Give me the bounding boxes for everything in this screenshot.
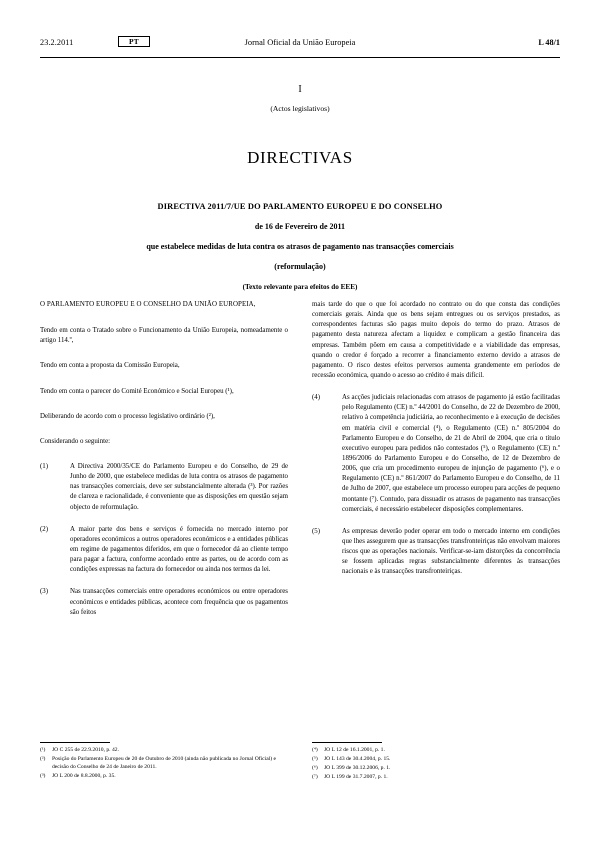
directive-title-block	[60, 202, 540, 291]
masthead-date: 23.2.2011	[40, 38, 74, 47]
footnote-marker: (⁷)	[312, 773, 318, 780]
recital-procedure: Deliberando de acordo com o processo legislativo ordinário (²),	[40, 412, 215, 420]
document-type-heading: DIRECTIVAS	[247, 148, 353, 167]
footnote-text: JO L 199 de 31.7.2007, p. 1.	[324, 773, 388, 780]
body-columns	[40, 300, 560, 740]
directive-eea-note: (Texto relevante para efeitos do EEE)	[242, 283, 358, 291]
recital-text: A maior parte dos bens e serviços é fornecida no mercado interno por operadores económicos a outros operadores económicos e a entidades públicas em regime de pagamentos diferidos, em que o fornecedor dá ao cliente tempo para pagar a factura, conforme acordado entre as partes, ou de acordo com as condições expressas na factura do fornecedor ou ainda nos termos da lei.	[70, 525, 288, 574]
part-numeral: I	[298, 84, 302, 95]
journal-title: Jornal Oficial da União Europeia	[244, 38, 356, 47]
recital-marker: (5)	[312, 527, 321, 535]
left-column	[40, 300, 288, 630]
language-code-box: PT	[118, 36, 150, 47]
institutions-line: O PARLAMENTO EUROPEU E O CONSELHO DA UNIÃO EUROPEIA,	[40, 301, 256, 308]
footnote	[312, 746, 560, 755]
recital-text: As empresas deverão poder operar em todo o mercado interno em condições que lhes assegurem que as transacções transfronteiriças não envolvam maiores riscos que as operações nacionais. Verificar-se-iam distorções da concorrência se fossem aplicadas regras substancialmente diferentes às transacções nacionais e às transacções transfronteiriças.	[342, 527, 560, 576]
footnote-text: JO L 200 de 8.8.2000, p. 35.	[52, 773, 116, 779]
recital-item	[312, 393, 560, 515]
directive-subject: que estabelece medidas de luta contra os atrasos de pagamento nas transacções comerciais	[146, 242, 454, 251]
left-footnotes	[40, 742, 288, 781]
recital-proposal: Tendo em conta a proposta da Comissão Europeia,	[40, 362, 180, 370]
footnote	[312, 755, 560, 764]
footnote-rule	[40, 742, 110, 743]
whereas-line: Considerando o seguinte:	[40, 437, 111, 445]
recital-text: As acções judiciais relacionadas com atrasos de pagamento já estão facilitadas pelo Regulamento (CE) n.º 44/2001 do Conselho, de 22 de Dezembro de 2000, relativo à competência judiciária, ao reconhecimento e à execução de decisões em matéria civil e comercial (⁴), o Regulamento (CE) n.º 805/2004 do Parlamento Europeu e do Conselho, de 21 de Abril de 2004, que cria o título executivo europeu para pedidos não contestados (⁵), o Regulamento (CE) n.º 1896/2006 do Parlamento Europeu e do Conselho, de 12 de Dezembro de 2006, que cria um procedimento europeu de injunção de pagamento (⁶), e o Regulamento (CE) n.º 861/2007 do Parlamento Europeu e do Conselho, de 11 de Julho de 2007, que estabelece um processo europeu para acções de pequeno montante (⁷). Contudo, para dissuadir os atrasos de pagamento nas transacções comerciais, é necessário estabelecer disposições complementares.	[342, 394, 560, 513]
footnote-text: JO L 399 de 30.12.2006, p. 1.	[324, 764, 391, 771]
masthead	[40, 38, 560, 54]
recital-item	[40, 525, 288, 576]
right-column	[312, 300, 560, 590]
footnote	[40, 772, 288, 781]
footnote-text: JO L 143 de 30.4.2004, p. 15.	[324, 755, 391, 762]
recital-treaty: Tendo em conta o Tratado sobre o Funcionamento da União Europeia, nomeadamente o artigo 114.º,	[40, 327, 288, 345]
footnote-text: JO C 255 de 22.9.2010, p. 42.	[52, 746, 119, 753]
footnote-marker: (²)	[40, 755, 46, 762]
recital-marker: (2)	[40, 525, 49, 533]
masthead-rule	[40, 57, 560, 58]
footnote-rule	[312, 742, 382, 743]
footnote-marker: (⁴)	[312, 746, 318, 753]
recital-item	[312, 527, 560, 578]
recital-text: Nas transacções comerciais entre operadores económicos ou entre operadores económicos e entidades públicas, acontece com frequência que os pagamentos são feitos	[70, 588, 288, 616]
footnote-text: Posição do Parlamento Europeu de 20 de Outubro de 2010 (ainda não publicada no Jornal Oficial) e decisão do Conselho de 24 de Janeiro de 2011.	[52, 755, 276, 770]
recital-marker: (4)	[312, 394, 321, 402]
footnote-marker: (³)	[40, 773, 46, 779]
directive-title: DIRECTIVA 2011/7/UE DO PARLAMENTO EUROPEU E DO CONSELHO	[157, 202, 443, 211]
footnote	[40, 746, 288, 755]
footnote	[40, 755, 288, 772]
recital-continuation: mais tarde do que o que foi acordado no contrato ou do que consta das condições comerciais gerais. Ainda que os bens sejam entregues ou os serviços prestados, as correspondentes facturas são pagas muito depois do termo do prazo. Atrasos de pagamento desta natureza afectam a liquidez e complicam a gestão financeira das empresas. Também põem em causa a competitividade e a viabilidade das empresas, quando o credor é forçado a recorrer a financiamento externo devido a atrasos de pagamento. O risco destes efeitos perversos aumenta grandemente em períodos de recessão económica, quando o acesso ao crédito é mais difícil.	[312, 301, 560, 379]
recital-text: A Directiva 2000/35/CE do Parlamento Europeu e do Conselho, de 29 de Junho de 2000, que estabelece medidas de luta contra os atrasos de pagamento nas transacções comerciais, deve ser substancialmente alterada (³). Por razões de clareza e racionalidade, é conveniente que as disposições em questão sejam objecto de reformulação.	[70, 462, 288, 511]
masthead-reference: L 48/1	[538, 38, 560, 47]
recital-opinion: Tendo em conta o parecer do Comité Económico e Social Europeu (¹),	[40, 387, 234, 395]
recital-item	[40, 587, 288, 617]
footnote	[312, 764, 560, 773]
directive-recast-note: (reformulação)	[274, 262, 326, 271]
directive-date: de 16 de Fevereiro de 2011	[254, 222, 346, 231]
part-caption: (Actos legislativos)	[270, 104, 330, 113]
recital-item	[40, 462, 288, 513]
footnote-marker: (¹)	[40, 746, 46, 753]
footnote-marker: (⁶)	[312, 764, 318, 771]
footnote-marker: (⁵)	[312, 755, 318, 762]
footnote	[312, 773, 560, 782]
right-footnotes	[312, 742, 560, 782]
footnote-text: JO L 12 de 16.1.2001, p. 1.	[324, 746, 385, 753]
recital-marker: (1)	[40, 462, 49, 470]
recital-marker: (3)	[40, 588, 49, 596]
